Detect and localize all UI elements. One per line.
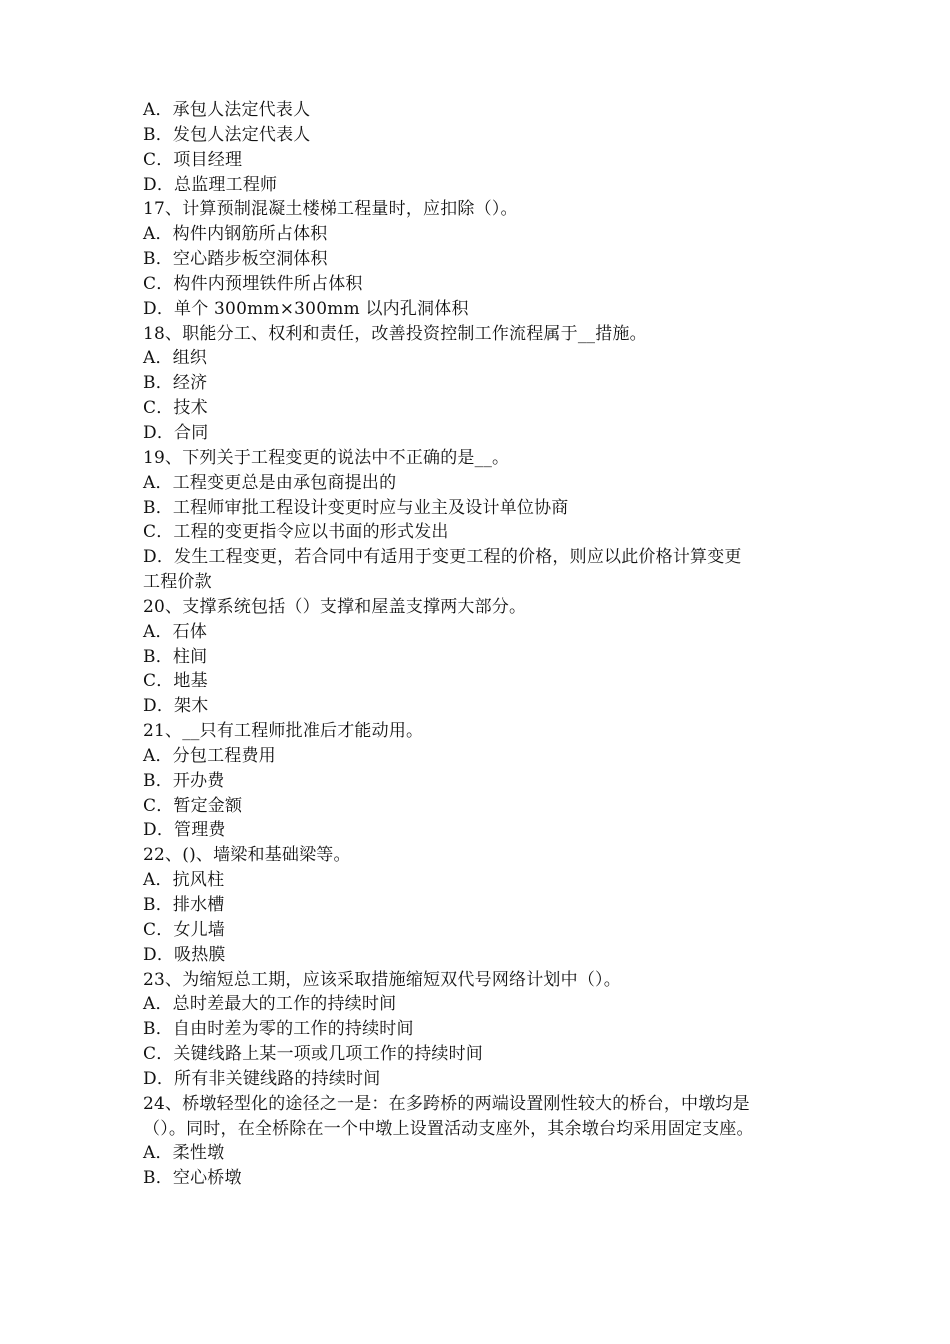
text-line: A．构件内钢筋所占体积 — [143, 224, 328, 245]
text-line: A．分包工程费用 — [143, 745, 276, 766]
text-line: 23、为缩短总工期，应该采取措施缩短双代号网络计划中（）。 — [143, 969, 621, 990]
text-line: 17、计算预制混凝土楼梯工程量时，应扣除（）。 — [143, 199, 518, 220]
text-line: C．地基 — [143, 671, 208, 692]
text-line: B．发包人法定代表人 — [143, 124, 311, 145]
text-line: A．柔性墩 — [143, 1143, 225, 1164]
text-line: 20、支撑系统包括（）支撑和屋盖支撑两大部分。 — [143, 596, 527, 617]
text-line: D．合同 — [143, 422, 209, 443]
text-line: 工程价款 — [143, 572, 212, 593]
text-line: A．石体 — [143, 621, 208, 642]
text-line: C．女儿墙 — [143, 919, 226, 940]
text-line: B．空心踏步板空洞体积 — [143, 249, 328, 270]
text-line: C．项目经理 — [143, 149, 243, 170]
text-line: B．开办费 — [143, 770, 225, 791]
text-line: A．总时差最大的工作的持续时间 — [143, 994, 397, 1015]
text-line: D．架木 — [143, 696, 209, 717]
text-line: 21、__只有工程师批准后才能动用。 — [143, 721, 424, 742]
text-line: 19、下列关于工程变更的说法中不正确的是__。 — [143, 447, 510, 468]
text-line: A．组织 — [143, 348, 208, 369]
text-line: D．单个 300mm×300mm 以内孔洞体积 — [143, 298, 469, 319]
text-line: 24、桥墩轻型化的途径之一是：在多跨桥的两端设置刚性较大的桥台，中墩均是 — [143, 1093, 750, 1114]
text-line: C．技术 — [143, 398, 208, 419]
text-line: D．所有非关键线路的持续时间 — [143, 1068, 381, 1089]
text-line: B．自由时差为零的工作的持续时间 — [143, 1019, 414, 1040]
text-line: A．工程变更总是由承包商提出的 — [143, 472, 397, 493]
text-line: B．经济 — [143, 373, 208, 394]
text-line: 22、()、墙梁和基础梁等。 — [143, 845, 351, 866]
text-line: B．排水槽 — [143, 895, 225, 915]
text-line: （）。同时，在全桥除在一个中墩上设置活动支座外，其余墩台均采用固定支座。 — [143, 1118, 754, 1139]
text-line: C．暂定金额 — [143, 795, 243, 816]
text-line: B．工程师审批工程设计变更时应与业主及设计单位协商 — [143, 497, 569, 518]
text-line: D．吸热膜 — [143, 944, 226, 965]
document-body — [143, 98, 815, 1191]
text-line: C．工程的变更指令应以书面的形式发出 — [143, 522, 449, 543]
text-line: B．空心桥墩 — [143, 1168, 242, 1189]
text-line: D．管理费 — [143, 820, 226, 841]
text-line: C．构件内预埋铁件所占体积 — [143, 273, 363, 294]
text-line: A．抗风柱 — [143, 870, 225, 891]
text-line: A．承包人法定代表人 — [143, 100, 311, 120]
text-line: B．柱间 — [143, 646, 208, 667]
text-line: D．总监理工程师 — [143, 174, 278, 195]
text-line: D．发生工程变更，若合同中有适用于变更工程的价格，则应以此价格计算变更 — [143, 547, 742, 568]
text-line: 18、职能分工、权利和责任，改善投资控制工作流程属于__措施。 — [143, 323, 647, 344]
text-line: C．关键线路上某一项或几项工作的持续时间 — [143, 1044, 484, 1065]
